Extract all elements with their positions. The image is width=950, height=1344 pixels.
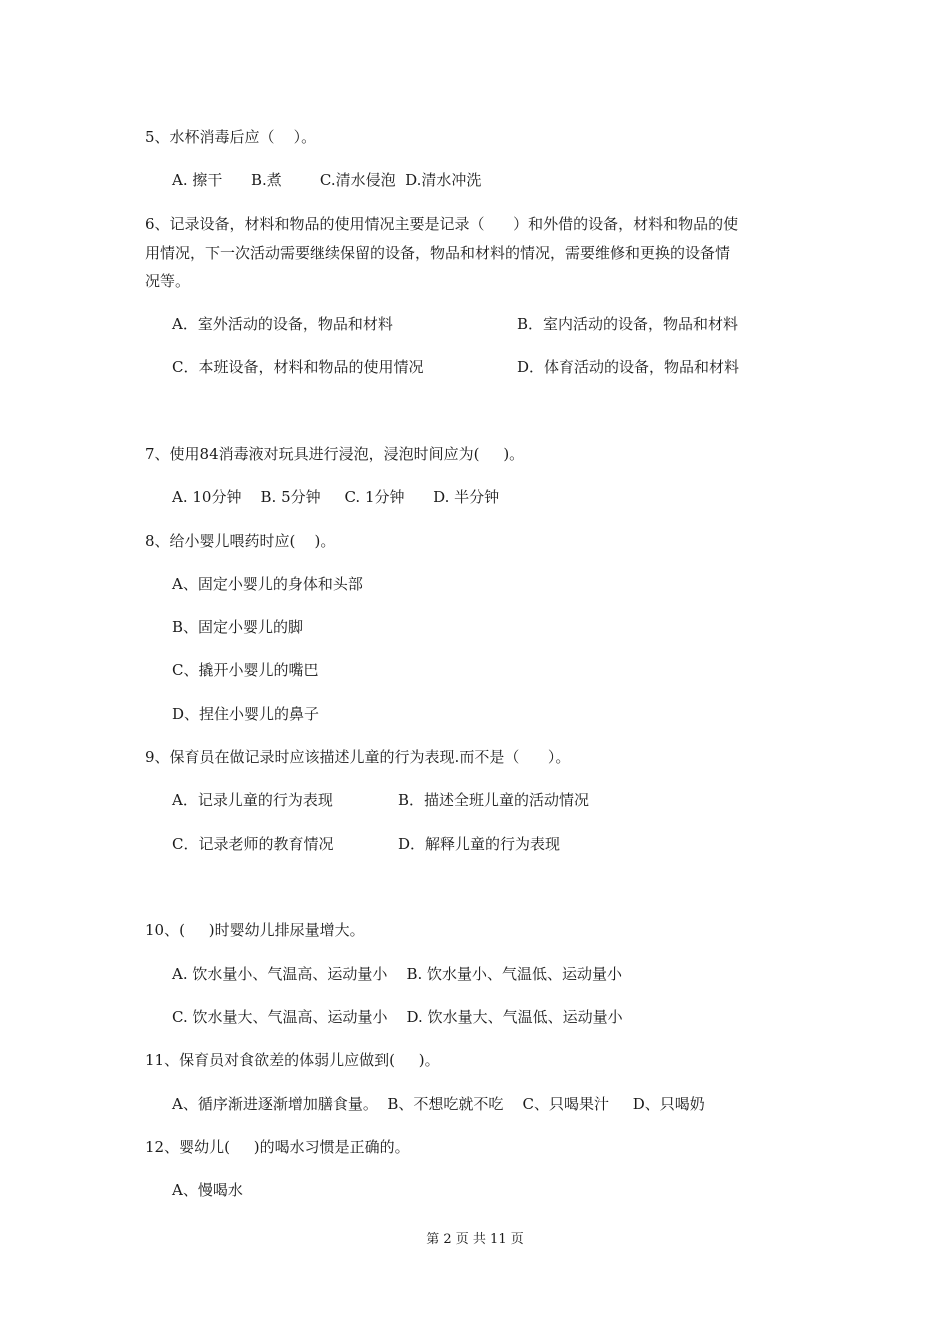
question-5-options: A. 擦干 B.煮 C.清水侵泡 D.清水冲洗 xyxy=(172,171,482,189)
question-8-option-b: B、固定小婴儿的脚 xyxy=(172,618,304,636)
question-12-option-a: A、慢喝水 xyxy=(172,1181,243,1199)
question-9-option-b: B．描述全班儿童的活动情况 xyxy=(398,791,590,809)
question-6-stem-line-1: 6、记录设备，材料和物品的使用情况主要是记录（ ）和外借的设备，材料和物品的使 xyxy=(145,215,739,233)
question-5-stem: 5、水杯消毒后应（ ）。 xyxy=(145,128,317,146)
question-7-stem: 7、使用84消毒液对玩具进行浸泡，浸泡时间应为( )。 xyxy=(145,445,525,463)
question-6-stem-line-3: 况等。 xyxy=(145,272,191,290)
question-10-options-line-2: C. 饮水量大、气温高、运动量小 D. 饮水量大、气温低、运动量小 xyxy=(172,1008,623,1026)
question-6-option-d: D．体育活动的设备，物品和材料 xyxy=(517,358,740,376)
question-11-stem: 11、保育员对食欲差的体弱儿应做到( )。 xyxy=(145,1051,440,1069)
question-9-option-d: D．解释儿童的行为表现 xyxy=(398,835,561,853)
question-8-option-a: A、固定小婴儿的身体和头部 xyxy=(172,575,363,593)
question-6-stem-line-2: 用情况，下一次活动需要继续保留的设备，物品和材料的情况，需要维修和更换的设备情 xyxy=(145,244,731,262)
question-8-stem: 8、给小婴儿喂药时应( )。 xyxy=(145,532,336,550)
question-10-options-line-1: A. 饮水量小、气温高、运动量小 B. 饮水量小、气温低、运动量小 xyxy=(172,965,623,983)
page-number-footer: 第 2 页 共 11 页 xyxy=(426,1232,524,1247)
question-9-option-c: C．记录老师的教育情况 xyxy=(172,835,334,853)
question-8-option-d: D、捏住小婴儿的鼻子 xyxy=(172,705,320,723)
question-9-option-a: A．记录儿童的行为表现 xyxy=(172,791,333,809)
question-6-option-a: A．室外活动的设备，物品和材料 xyxy=(172,315,393,333)
question-11-options: A、循序渐进逐渐增加膳食量。 B、不想吃就不吃 C、只喝果汁 D、只喝奶 xyxy=(172,1095,705,1113)
question-7-options: A. 10分钟 B. 5分钟 C. 1分钟 D. 半分钟 xyxy=(172,488,500,506)
question-10-stem: 10、( )时婴幼儿排尿量增大。 xyxy=(145,921,365,939)
question-8-option-c: C、撬开小婴儿的嘴巴 xyxy=(172,661,319,679)
question-9-stem: 9、保育员在做记录时应该描述儿童的行为表现.而不是（ ）。 xyxy=(145,748,571,766)
question-6-option-b: B．室内活动的设备，物品和材料 xyxy=(517,315,739,333)
question-6-option-c: C．本班设备，材料和物品的使用情况 xyxy=(172,358,424,376)
question-12-stem: 12、婴幼儿( )的喝水习惯是正确的。 xyxy=(145,1138,410,1156)
